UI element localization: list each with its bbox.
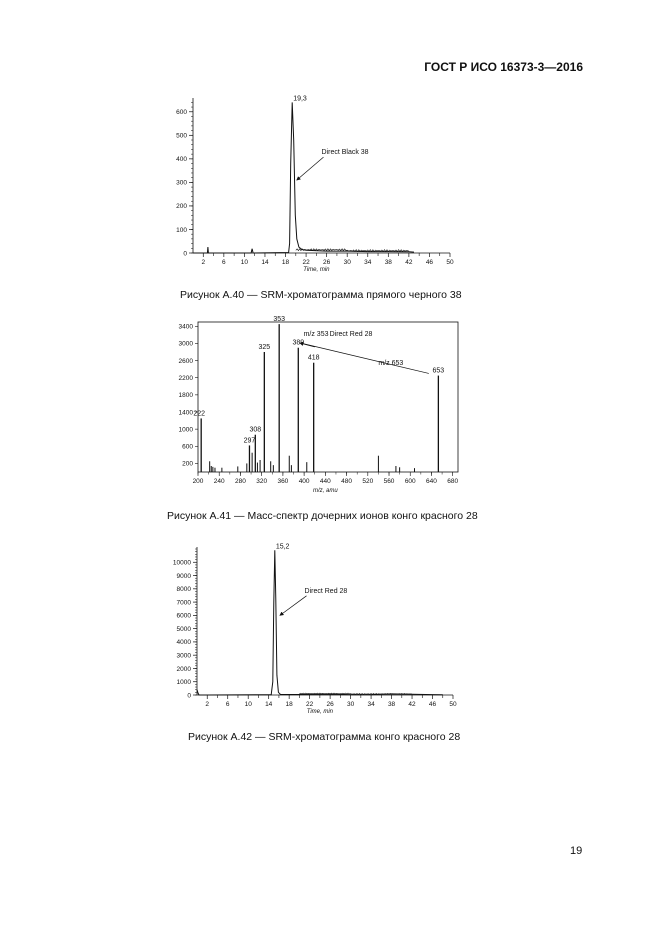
peak-label: 389 — [292, 339, 305, 347]
y-tick-label: 1000 — [178, 426, 193, 434]
x-tick-label: 520 — [362, 478, 374, 485]
peak-label: 325 — [258, 344, 271, 351]
peak-label: 15,2 — [275, 543, 290, 551]
x-tick-label: 26 — [323, 259, 331, 266]
peak-label: 308 — [249, 426, 262, 434]
y-tick-label: 0 — [187, 692, 191, 700]
x-tick-label: 50 — [449, 701, 457, 708]
peak-label: 353 — [273, 316, 286, 324]
y-tick-label: 3400 — [178, 323, 193, 331]
annotation-arrow — [280, 596, 307, 616]
chromatogram-trace — [193, 102, 414, 253]
x-tick-label: 50 — [446, 259, 454, 266]
y-tick-label: 3000 — [178, 340, 193, 348]
x-tick-label: 30 — [346, 701, 355, 708]
plot-frame — [198, 322, 458, 472]
x-tick-label: 640 — [426, 478, 437, 485]
page-number: 19 — [570, 845, 583, 857]
annotation-line — [300, 343, 428, 373]
x-tick-label: 440 — [319, 478, 331, 485]
x-axis-title: Time, min — [306, 709, 334, 715]
x-tick-label: 38 — [384, 259, 392, 266]
y-tick-label: 5000 — [176, 625, 191, 633]
compound-annotation: Direct Black 38 — [321, 149, 369, 157]
spectrum-annotation: m/z 353 — [303, 331, 329, 339]
y-tick-label: 0 — [183, 250, 187, 258]
peak-label: 19,3 — [293, 95, 307, 103]
x-tick-label: 22 — [306, 701, 314, 708]
x-tick-label: 46 — [425, 259, 434, 266]
x-tick-label: 480 — [341, 478, 353, 485]
x-tick-label: 30 — [343, 259, 351, 266]
y-tick-label: 600 — [176, 109, 187, 117]
x-tick-label: 400 — [298, 478, 310, 485]
y-tick-label: 500 — [176, 132, 187, 140]
y-tick-label: 200 — [182, 460, 193, 468]
x-tick-label: 38 — [387, 701, 396, 708]
y-tick-label: 3000 — [176, 652, 191, 660]
x-tick-label: 34 — [367, 701, 375, 708]
y-tick-label: 2000 — [176, 665, 191, 673]
x-tick-label: 14 — [261, 259, 269, 266]
compound-annotation: Direct Red 28 — [304, 587, 348, 595]
spectrum-annotation: m/z 653 — [378, 359, 404, 367]
x-tick-label: 6 — [222, 259, 226, 266]
x-tick-label: 280 — [235, 478, 246, 485]
y-tick-label: 1000 — [176, 679, 191, 687]
x-axis-title: m/z, amu — [313, 488, 338, 494]
y-tick-label: 1800 — [178, 392, 193, 400]
x-tick-label: 14 — [265, 701, 273, 708]
y-tick-label: 400 — [176, 156, 187, 164]
y-tick-label: 1400 — [178, 409, 193, 417]
srm-chromatogram-direct-red-28 — [165, 535, 465, 720]
standard-header: ГОСТ Р ИСО 16373-3—2016 — [424, 60, 583, 74]
x-tick-label: 6 — [225, 701, 230, 708]
y-tick-label: 6000 — [176, 612, 191, 620]
chromatogram-trace — [197, 550, 443, 695]
x-tick-label: 46 — [428, 701, 437, 708]
figure-a40-caption: Рисунок А.40 — SRM-хроматограмма прямого черного 38 — [180, 289, 462, 301]
y-tick-label: 4000 — [176, 639, 191, 647]
x-tick-label: 10 — [244, 701, 252, 708]
x-tick-label: 560 — [383, 478, 395, 485]
y-tick-label: 8000 — [176, 586, 191, 594]
x-tick-label: 240 — [213, 478, 225, 485]
figure-a41-caption: Рисунок А.41 — Масс-спектр дочерних ионов конго красного 28 — [167, 510, 478, 522]
y-tick-label: 7000 — [176, 599, 191, 607]
y-tick-label: 2600 — [178, 357, 193, 365]
figure-a42-caption: Рисунок А.42 — SRM-хроматограмма конго красного 28 — [188, 731, 461, 743]
x-tick-label: 600 — [404, 478, 416, 485]
y-tick-label: 2200 — [178, 375, 193, 383]
mass-spectrum-direct-red-28 — [160, 312, 470, 502]
x-tick-label: 18 — [281, 259, 290, 266]
x-tick-label: 26 — [326, 701, 334, 708]
x-tick-label: 22 — [302, 259, 310, 266]
x-tick-label: 200 — [192, 478, 204, 485]
x-tick-label: 34 — [364, 259, 372, 266]
srm-chromatogram-direct-black-38 — [165, 95, 465, 280]
spectrum-annotation: Direct Red 28 — [329, 331, 373, 339]
y-tick-label: 600 — [182, 443, 193, 451]
y-tick-label: 9000 — [176, 572, 191, 580]
x-tick-label: 360 — [277, 478, 289, 485]
peak-label: 297 — [243, 437, 256, 445]
x-tick-label: 42 — [405, 259, 413, 266]
x-tick-label: 2 — [201, 259, 206, 266]
y-tick-label: 200 — [176, 203, 187, 211]
y-tick-label: 10000 — [172, 559, 191, 567]
x-axis-title: Time, min — [303, 267, 330, 273]
x-tick-label: 10 — [240, 259, 249, 266]
x-tick-label: 2 — [205, 701, 210, 708]
x-tick-label: 680 — [447, 478, 459, 485]
annotation-arrow — [297, 157, 324, 180]
peak-label: 653 — [432, 367, 445, 375]
x-tick-label: 42 — [408, 701, 416, 708]
peak-label: 418 — [307, 354, 320, 362]
x-tick-label: 18 — [285, 701, 293, 708]
y-tick-label: 100 — [176, 226, 187, 234]
peak-label: 222 — [193, 410, 206, 418]
y-tick-label: 300 — [176, 179, 187, 187]
x-tick-label: 320 — [256, 478, 268, 485]
